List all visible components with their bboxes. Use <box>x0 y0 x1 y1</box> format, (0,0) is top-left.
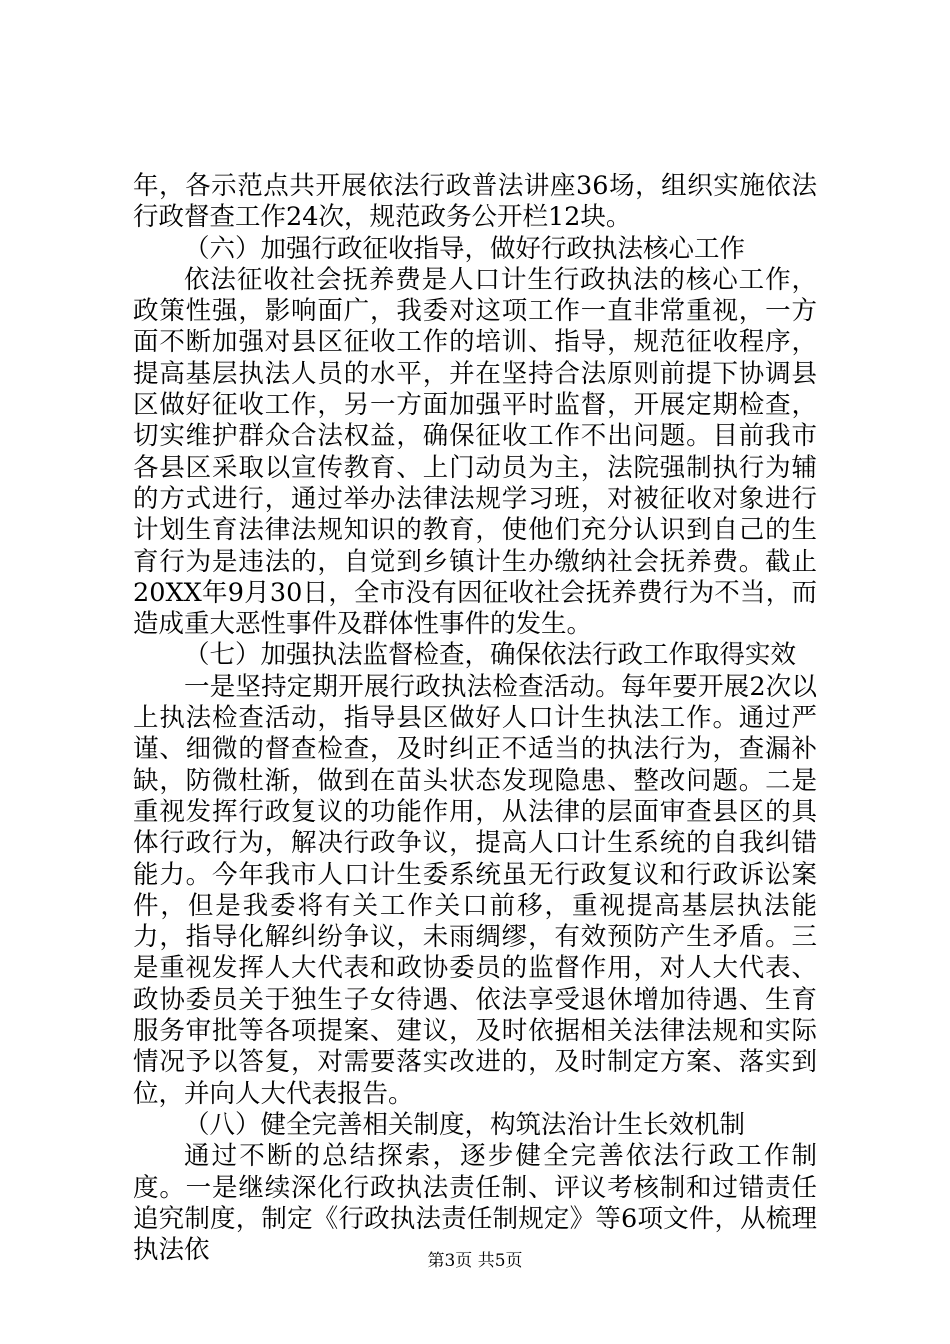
paragraph-section-6: 依法征收社会抚养费是人口计生行政执法的核心工作，政策性强，影响面广，我委对这项工作一直非常重视，一方面不断加强对县区征收工作的培训、指导，规范征收程序，提高基层执法人员的水平，并在坚持合法原则前提下协调县区做好征收工作，另一方面加强平时监督，开展定期检查，切实维护群众合法权益，确保征收工作不出问题。目前我市各县区采取以宣传教育、上门动员为主，法院强制执行为辅的方式进行，通过举办法律法规学习班，对被征收对象进行计划生育法律法规知识的教育，使他们充分认识到自己的生育行为是违法的，自觉到乡镇计生办缴纳社会抚养费。截止20XX年9月30日，全市没有因征收社会抚养费行为不当，而造成重大恶性事件及群体性事件的发生。 <box>133 264 817 640</box>
paragraph-continuation: 年，各示范点共开展依法行政普法讲座36场，组织实施依法行政督查工作24次，规范政务公开栏12块。 <box>133 171 817 233</box>
paragraph-section-7: 一是坚持定期开展行政执法检查活动。每年要开展2次以上执法检查活动，指导县区做好人口计生执法工作。通过严谨、细微的督查检查，及时纠正不适当的执法行为，查漏补缺，防微杜渐，做到在苗头状态发现隐患、整改问题。二是重视发挥行政复议的功能作用，从法律的层面审查县区的具体行政行为，解决行政争议，提高人口计生系统的自我纠错能力。今年我市人口计生委系统虽无行政复议和行政诉讼案件，但是我委将有关工作关口前移，重视提高基层执法能力，指导化解纠纷争议，未雨绸缪，有效预防产生矛盾。三是重视发挥人大代表和政协委员的监督作用，对人大代表、政协委员关于独生子女待遇、依法享受退休增加待遇、生育服务审批等各项提案、建议，及时依据相关法律法规和实际情况予以答复，对需要落实改进的，及时制定方案、落实到位，并向人大代表报告。 <box>133 671 817 1109</box>
section-heading-8: （八）健全完善相关制度，构筑法治计生长效机制 <box>184 1109 746 1140</box>
section-heading-6: （六）加强行政征收指导，做好行政执法核心工作 <box>184 233 746 264</box>
document-body <box>133 171 817 1266</box>
section-heading-7: （七）加强执法监督检查，确保依法行政工作取得实效 <box>184 640 797 671</box>
page-number-footer: 第3页 共5页 <box>427 1251 523 1271</box>
paragraph-section-8: 通过不断的总结探索，逐步健全完善依法行政工作制度。一是继续深化行政执法责任制、评议考核制和过错责任追究制度，制定《行政执法责任制规定》等6项文件，从梳理执法依 <box>133 1141 817 1266</box>
